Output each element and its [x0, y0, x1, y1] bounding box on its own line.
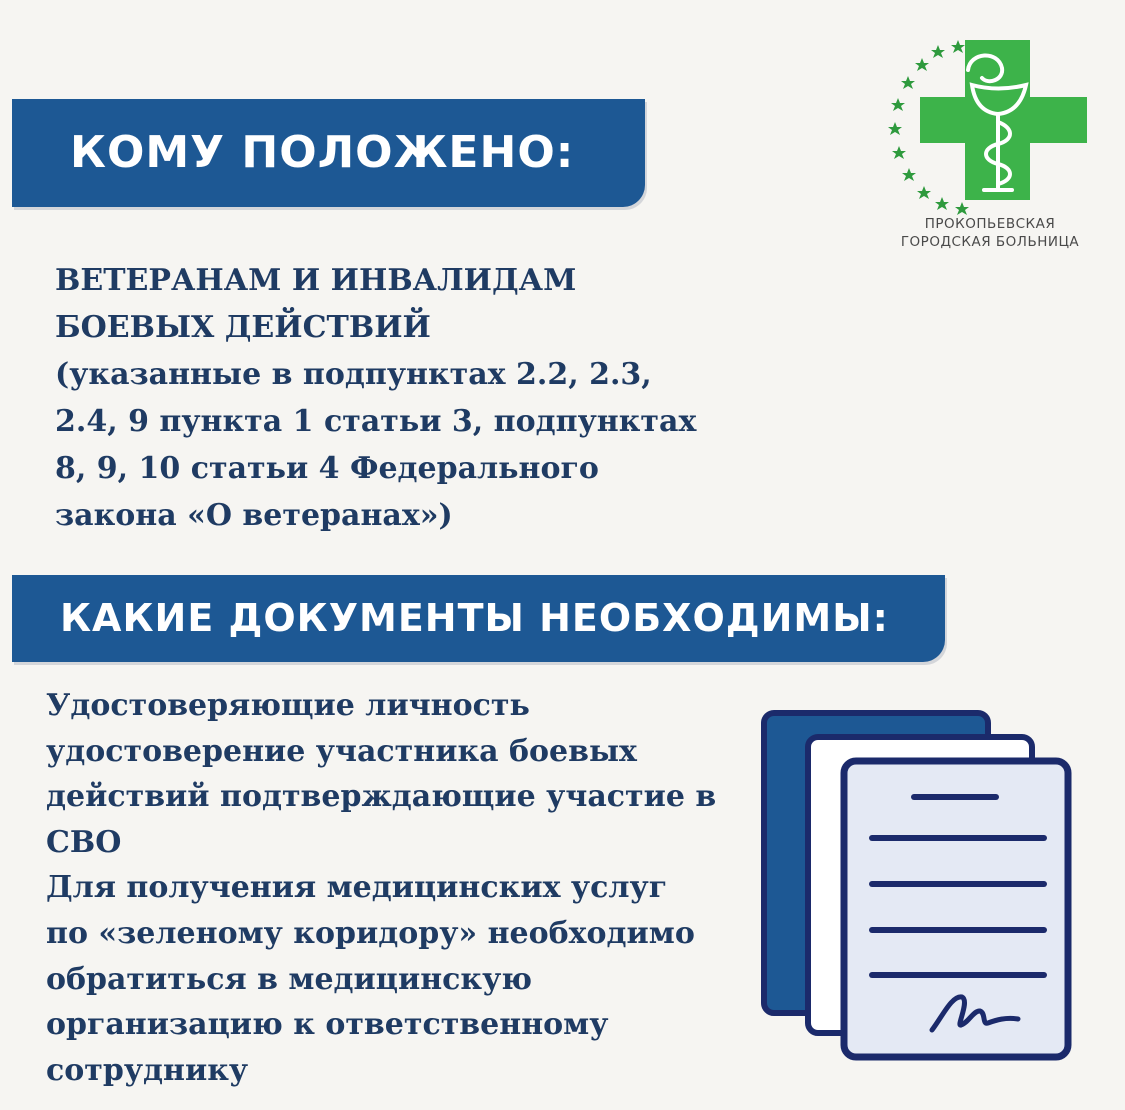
who-line: 8, 9, 10 статьи 4 Федерального — [55, 451, 599, 486]
who-heading-banner — [12, 99, 645, 207]
docs-line: обратиться в медицинскую — [46, 961, 533, 997]
who-line: ВЕТЕРАНАМ И ИНВАЛИДАМ — [55, 263, 577, 298]
docs-line: сотруднику — [46, 1052, 249, 1088]
required-documents-text — [46, 683, 716, 1093]
who-line: закона «О ветеранах») — [55, 498, 453, 533]
logo-caption-line2: ГОРОДСКАЯ БОЛЬНИЦА — [900, 234, 1080, 250]
logo-caption-line1: ПРОКОПЬЕВСКАЯ — [924, 216, 1056, 232]
who-line: (указанные в подпунктах 2.2, 2.3, — [55, 357, 652, 392]
docs-line: организацию к ответственному — [46, 1007, 609, 1043]
docs-line: по «зеленому коридору» необходимо — [46, 915, 695, 951]
docs-heading: КАКИЕ ДОКУМЕНТЫ НЕОБХОДИМЫ: — [60, 596, 889, 640]
documents-stack-icon — [756, 705, 1076, 1065]
docs-line: удостоверение участника боевых — [46, 733, 637, 769]
green-cross — [920, 40, 1087, 200]
docs-line: Для получения медицинских услуг — [46, 870, 668, 906]
who-line: БОЕВЫХ ДЕЙСТВИЙ — [55, 310, 431, 345]
docs-line: Удостоверяющие личность — [46, 688, 530, 723]
who-heading: КОМУ ПОЛОЖЕНО: — [70, 127, 575, 178]
who-eligible-text — [55, 257, 696, 539]
docs-line: действий подтверждающие участие в — [46, 779, 717, 815]
docs-heading-banner — [12, 575, 945, 662]
who-line: 2.4, 9 пункта 1 статьи 3, подпунктах — [55, 404, 697, 439]
docs-line: СВО — [46, 824, 122, 860]
